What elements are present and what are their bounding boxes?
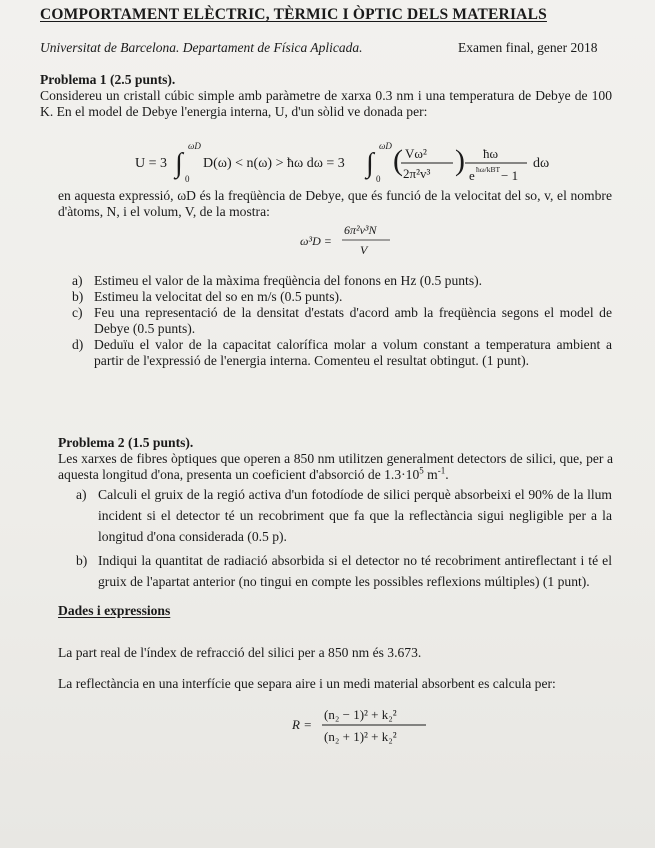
problem2-intro-unit: m [423, 467, 438, 482]
data-section-heading: Dades i expressions [58, 603, 171, 618]
problem1-item-b [72, 289, 612, 305]
eq2-den: V [360, 243, 368, 257]
problem1-item-d [72, 337, 612, 369]
problem2-item-b [76, 550, 612, 592]
eq3-lhs: R = [292, 717, 312, 732]
integral-sign-2: ∫ [366, 148, 374, 179]
eq1-frac2-num: ħω [483, 146, 499, 161]
eq1-lparen: ( [393, 144, 403, 177]
problem1-item-a [72, 273, 612, 289]
eq1-upper-2: ωD [379, 141, 392, 151]
item-label: a) [76, 487, 87, 502]
problem2-intro-text: Les xarxes de fibres òptiques que operen a 850 nm utilitzen generalment detectors de silici, que, per a aquesta longitud d'ona, presenta un coeficient d'absorció de 1.3·10 [58, 451, 613, 482]
eq1-integrand: D(ω) < n(ω) > ħω dω = 3 [203, 156, 345, 171]
item-label: b) [76, 553, 88, 568]
item-label: b) [72, 289, 84, 304]
eq1-dw: dω [533, 156, 550, 171]
problem1-heading: Problema 1 (2.5 punts). [40, 72, 176, 87]
item-text: Feu una representació de la densitat d'estats d'acord amb la freqüència segons el model de Debye (0.5 punts). [94, 305, 612, 336]
item-text: Estimeu la velocitat del so en m/s (0.5 punts). [94, 289, 343, 304]
integral-sign-1: ∫ [175, 148, 183, 179]
problem2-intro-end: . [445, 467, 449, 482]
eq1-lower-2: 0 [376, 174, 381, 184]
document-title: COMPORTAMENT ELÈCTRIC, TÈRMIC I ÒPTIC DELS MATERIALS [40, 6, 547, 23]
problem2-intro [58, 451, 613, 483]
eq1-frac2-base: e [469, 168, 475, 183]
eq1-frac1-den: 2π²v³ [403, 166, 431, 181]
problem2-item-a [76, 484, 612, 547]
debye-frequency-equation [300, 220, 410, 260]
problem2-heading: Problema 2 (1.5 punts). [58, 435, 194, 450]
institution-line: Universitat de Barcelona. Departament de Física Aplicada. [40, 40, 363, 55]
exponent-minus-1: -1 [437, 465, 446, 476]
eq3-num: (n₂ − 1)² + k₂² [324, 707, 397, 722]
refractive-index-note: La part real de l'índex de refracció del silici per a 850 nm és 3.673. [58, 645, 422, 660]
internal-energy-equation [135, 138, 595, 186]
problem1-item-c [72, 305, 612, 337]
eq2-num: 6π²v³N [344, 223, 377, 237]
eq2-lhs: ω³D = [300, 234, 332, 248]
eq1-lhs: U = 3 [135, 156, 168, 171]
item-label: c) [72, 305, 83, 320]
eq3-den: (n₂ + 1)² + k₂² [324, 729, 397, 744]
exam-date: Examen final, gener 2018 [458, 40, 598, 55]
item-text: Estimeu el valor de la màxima freqüència del fonons en Hz (0.5 punts). [94, 273, 483, 288]
reflectance-equation [292, 704, 442, 746]
eq1-frac2-tail: − 1 [501, 168, 519, 183]
eq1-upper-1: ωD [188, 141, 201, 151]
item-text: Deduïu el valor de la capacitat calorífica molar a volum constant a temperatura ambient a partir de l'expressió de l'energia interna. Comenteu el resultat obtingut. (1 punt). [94, 337, 612, 368]
item-label: d) [72, 337, 84, 352]
reflectance-note: La reflectància en una interfície que separa aire i un medi material absorbent es calcula per: [58, 676, 556, 691]
eq1-lower-1: 0 [185, 174, 190, 184]
exponent-5: 5 [419, 465, 424, 476]
item-label: a) [72, 273, 83, 288]
eq1-frac1-num: Vω² [405, 146, 427, 161]
problem1-questions [72, 273, 612, 369]
problem1-after-equation: en aquesta expressió, ωD és la freqüència de Debye, que és funció de la velocitat del so, v, el nombre d'àtoms, N, i el volum, V, de la mostra: [58, 188, 612, 219]
item-text: Indiqui la quantitat de radiació absorbida si el detector no té recobriment antireflectant i té el gruix de l'apartat anterior (no tingui en compte les possibles reflexions múltiples) (1 punt). [98, 553, 612, 589]
eq1-rparen: ) [455, 144, 465, 177]
item-text: Calculi el gruix de la regió activa d'un fotodíode de silici perquè absorbeixi el 90% de la llum incident si el detector té un recobriment que fa que la reflectància sigui negligible per a la longitud d'ona considerada (0.5 p). [98, 487, 612, 544]
eq1-frac2-exp: ħω/kBT [476, 165, 501, 174]
problem2-questions [76, 484, 612, 592]
problem1-intro: Considereu un cristall cúbic simple amb paràmetre de xarxa 0.3 nm i una temperatura de Debye de 100 K. En el model de Debye l'energia interna, U, d'un sòlid ve donada per: [40, 88, 612, 119]
